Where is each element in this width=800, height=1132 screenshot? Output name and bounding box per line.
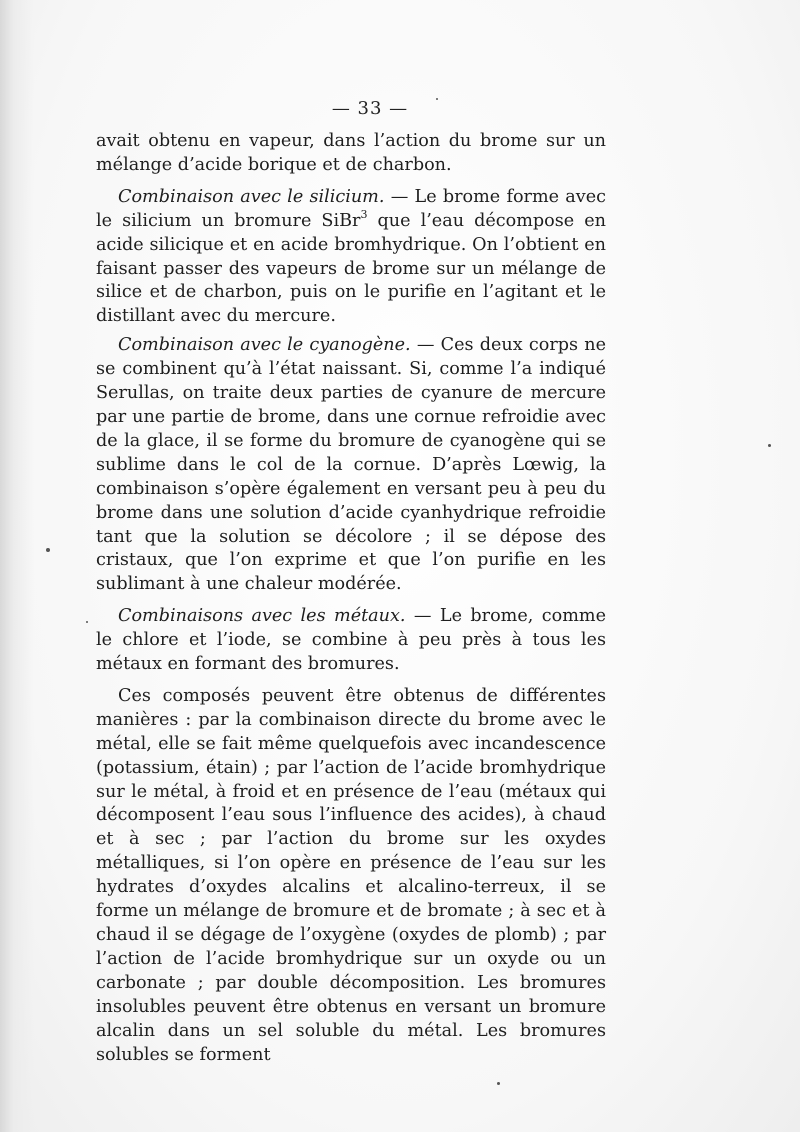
page-edge-shadow xyxy=(0,0,34,1132)
paragraph-text: avait obtenu en vapeur, dans l’action du brome sur un mélange d’acide borique et de charbon. xyxy=(96,131,606,175)
paragraph-composes xyxy=(96,685,606,1068)
paragraph-text: — Le brome forme avec le silicium un bromure SiBr xyxy=(96,186,606,231)
page-number: — 33 — xyxy=(331,98,409,119)
section-lead: Combinaison avec le cyanogène. xyxy=(118,335,411,356)
scan-speck xyxy=(436,98,438,100)
paragraph-metaux xyxy=(96,605,606,677)
paragraph-continuation xyxy=(96,130,606,178)
scan-speck xyxy=(46,548,50,552)
scan-speck xyxy=(497,1082,500,1085)
paragraph-text: Ces composés peuvent être obtenus de différentes manières : par la combinaison directe du brome avec le métal, elle se fait même quelquefois avec incandescence (potassium, étain) ; par l’action de l’acide bromhydrique sur le métal, à froid et en présence de l’eau (métaux qui décomposent l’eau sous l’influence des acides), à chaud et à sec ; par l’action du brome sur les oxydes métalliques, si l’on opère en présence de l’eau sur les hydrates d’oxydes alcalins et alcalino-terreux, il se forme un mélange de bromure et de bromate ; à sec et à chaud il se dégage de l’oxygène (oxydes de plomb) ; par l’action de l’acide bromhydrique sur un oxyde ou un carbonate ; par double décomposition. Les bromures insolubles peuvent être obtenus en versant un bromure alcalin dans un sel soluble du métal. Les bromures solubles se forment xyxy=(96,685,606,1065)
paragraph-text: — Ces deux corps ne se combinent qu’à l’état naissant. Si, comme l’a indiqué Serullas, on traite deux parties de cyanure de mercure par une partie de brome, dans une cornue refroidie avec de la glace, il se forme du bromure de cyanogène qui se sublime dans le col de la cornue. D’après Lœwig, la combinaison s’opère également en versant peu à peu du brome dans une solution d’acide cyanhydrique refroidie tant que la solution se décolore ; il se dépose des cristaux, que l’on exprime et que l’on purifie en les sublimant à une chaleur modérée. xyxy=(96,335,606,595)
section-lead: Combinaisons avec les métaux. xyxy=(118,606,406,627)
paragraph-text: — Le brome, comme le chlore et l’iode, se combine à peu près à tous les métaux en formant des bromures. xyxy=(96,606,606,675)
paragraph-cyanogene xyxy=(96,334,606,597)
superscript: 3 xyxy=(360,207,368,221)
scan-speck xyxy=(86,621,88,623)
scan-speck xyxy=(768,444,771,447)
section-lead: Combinaison avec le silicium. xyxy=(118,186,385,207)
paragraph-text-after: que l’eau décompose en acide silicique et en acide bromhydrique. On l’obtient en faisant passer des vapeurs de brome sur un mélange de silice et de charbon, puis on le purifie en l’agitant et le distillant avec du mercure. xyxy=(96,210,606,327)
body-text xyxy=(96,130,606,1067)
paragraph-silicium xyxy=(96,186,606,329)
